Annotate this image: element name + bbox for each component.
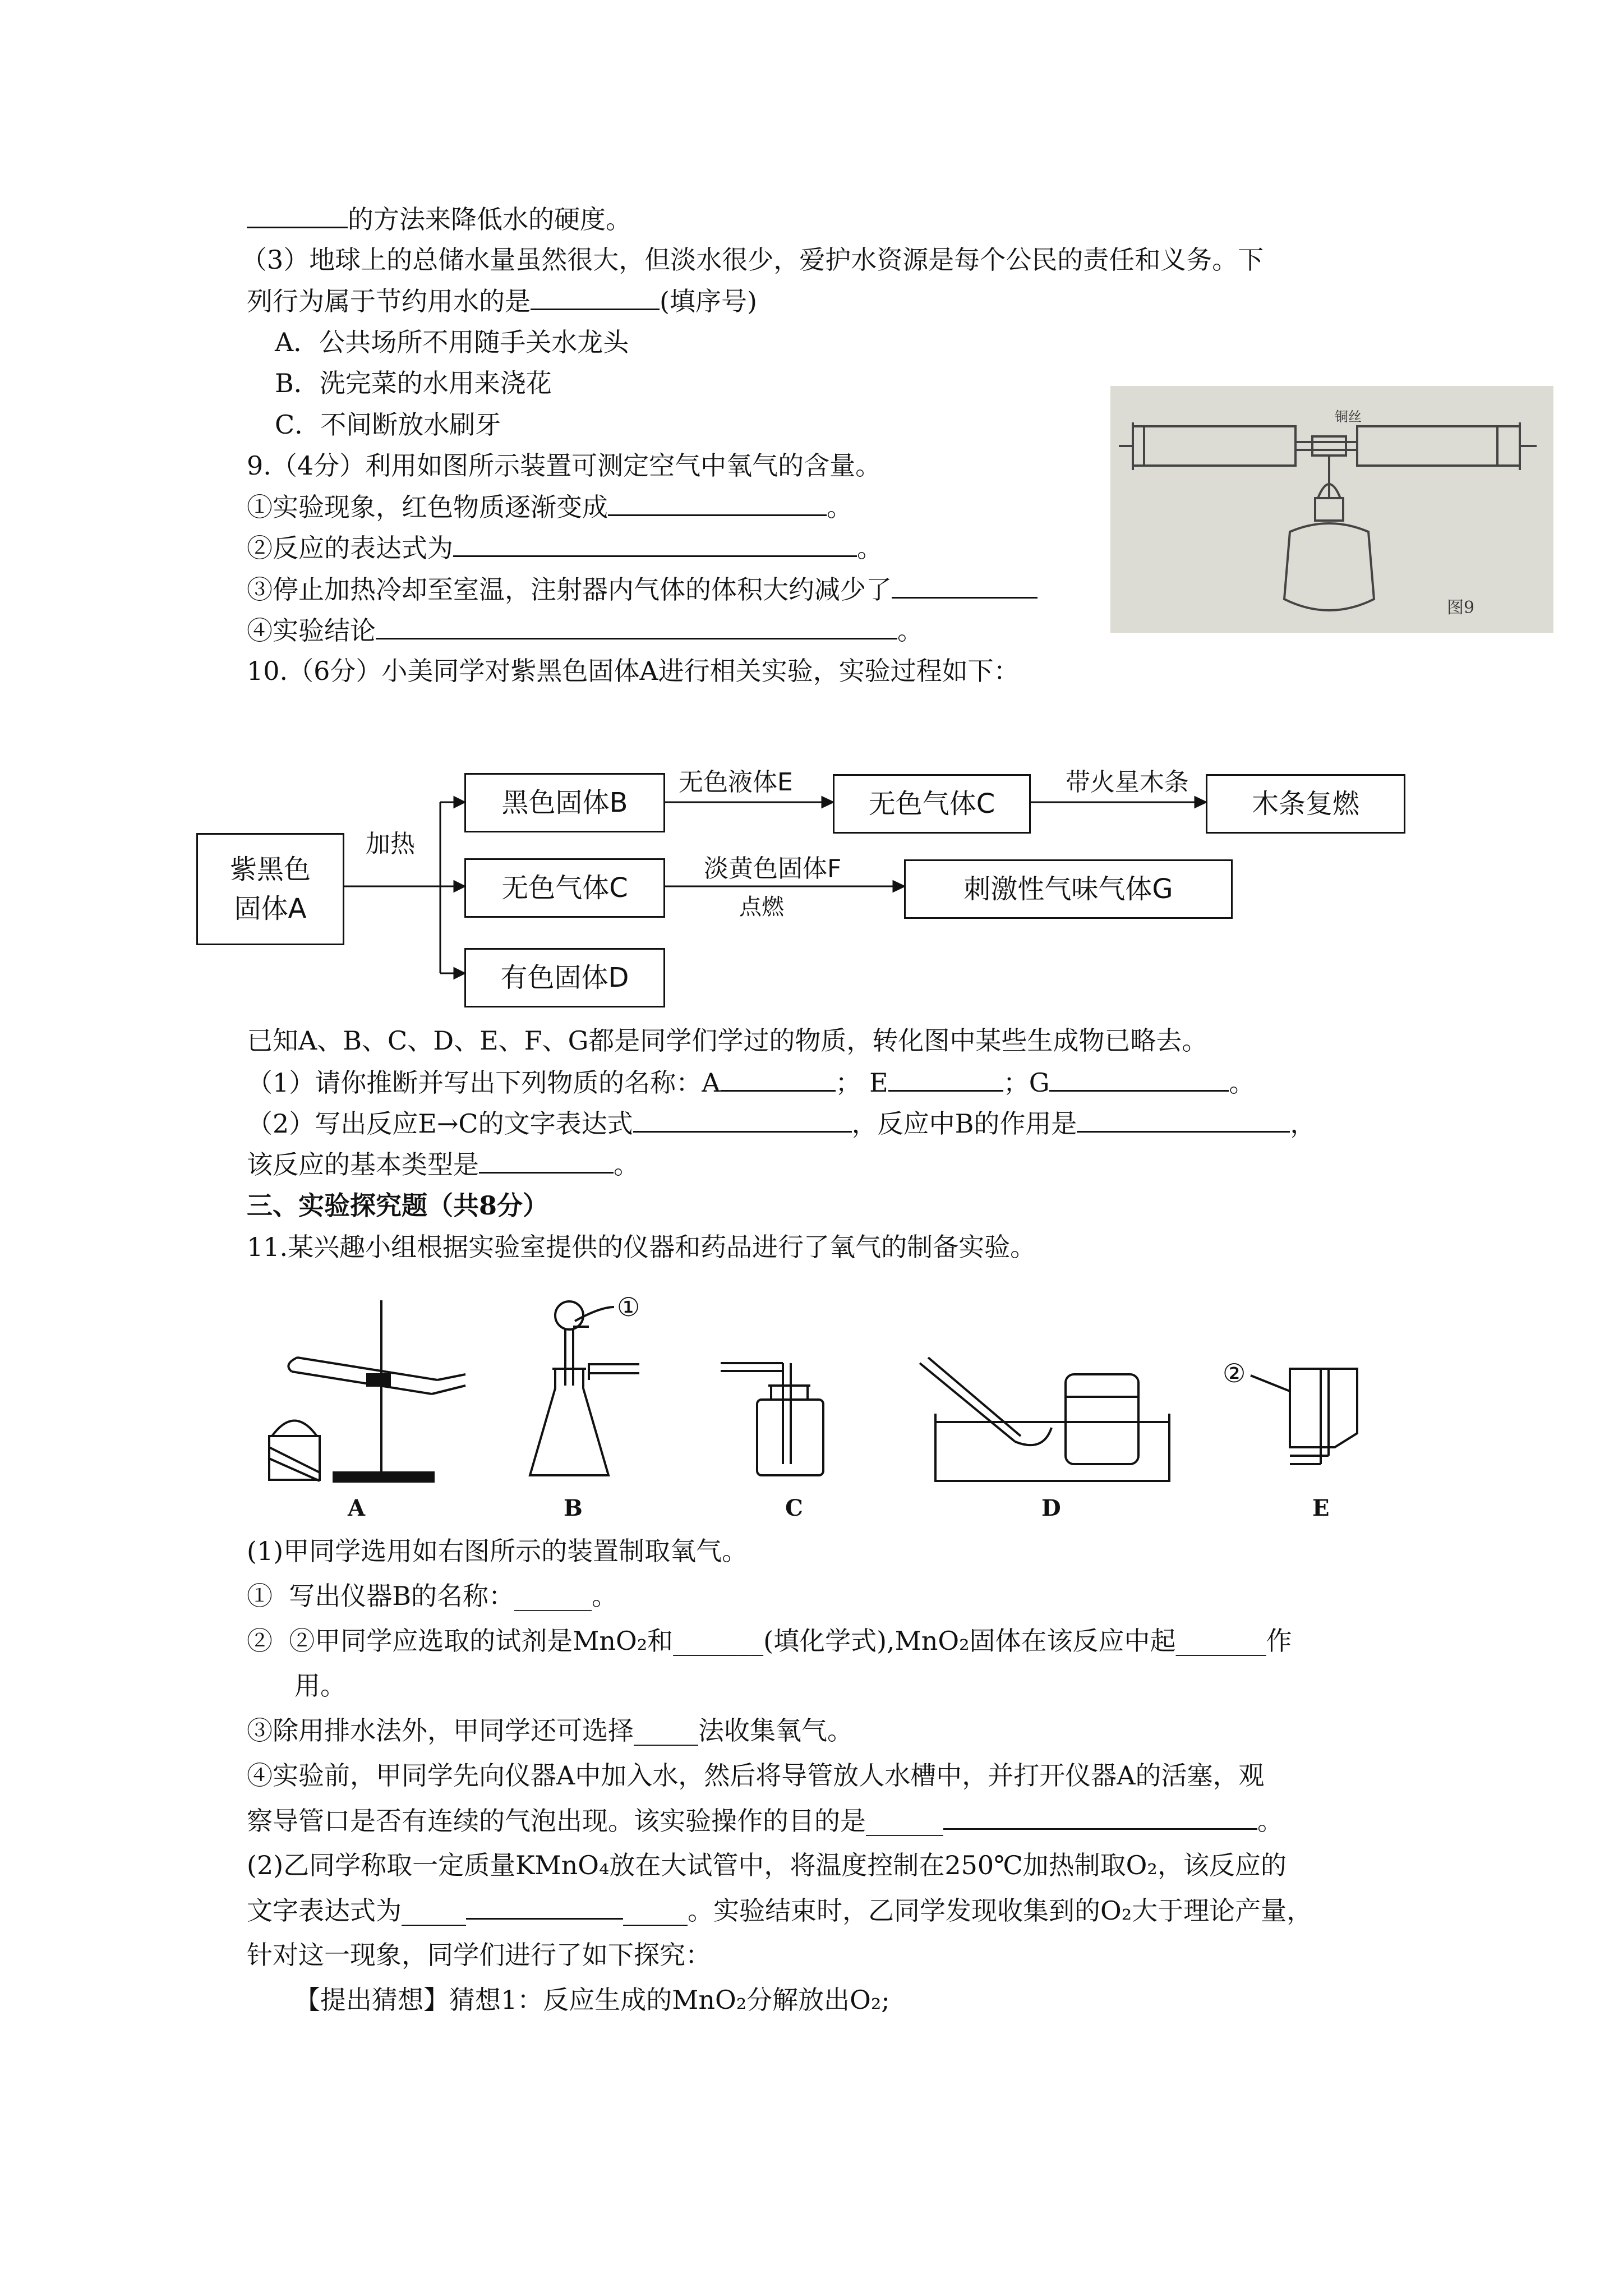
figure-9-label: 图9 xyxy=(1447,598,1475,618)
flow-box-g: 刺激性气味气体G xyxy=(904,859,1233,919)
q11-s1: (1)甲同学选用如右图所示的装置制取氧气。 xyxy=(247,1536,748,1566)
q10-part1: （1）请你推断并写出下列物质的名称：A ； E ；G 。 xyxy=(247,1065,1255,1099)
q11-hypothesis: 【提出猜想】猜想1：反应生成的MnO₂分解放出O₂; xyxy=(294,1985,890,2015)
q11-s2-cont: 文字表达式为_____ _____。实验结束时，乙同学发现收集到的O₂大于理论产量， xyxy=(247,1893,1312,1927)
apparatus-label-e: E xyxy=(1312,1495,1330,1521)
q11-s2-cont2: 针对这一现象，同学们进行了如下探究： xyxy=(247,1940,711,1970)
apparatus-label-b: B xyxy=(564,1495,583,1521)
q11-s1c: ③除用排水法外，甲同学还可选择_____法收集氧气。 xyxy=(247,1715,853,1746)
q8-option-c: C．不间断放水刷牙 xyxy=(275,409,501,440)
q8-tail-line: 的方法来降低水的硬度。 xyxy=(247,202,631,236)
flow-label-f: 淡黄色固体F xyxy=(704,854,842,883)
flow-box-d: 有色固体D xyxy=(464,948,665,1007)
q9-line2: ②反应的表达式为 。 xyxy=(247,531,883,565)
funnel-marker-1: ① xyxy=(617,1292,640,1322)
copper-wire-label: 铜丝 xyxy=(1335,409,1362,425)
q11-s2: (2)乙同学称取一定质量KMnO₄放在大试管中，将温度控制在250℃加热制取O₂，该反应的 xyxy=(247,1850,1287,1880)
flow-box-a: 紫黑色 固体A xyxy=(196,833,344,945)
q9-line3: ③停止加热冷却至室温，注射器内气体的体积大约减少了 xyxy=(247,572,1038,606)
q9-line1: ①实验现象，红色物质逐渐变成 。 xyxy=(247,490,852,524)
q10-part3: 该反应的基本类型是 。 xyxy=(247,1147,639,1181)
q9-line4: ④实验结论 。 xyxy=(247,613,923,647)
q8-option-b: B．洗完菜的水用来浇花 xyxy=(275,368,552,398)
section-3-title: 三、实验探究题（共8分） xyxy=(247,1190,549,1221)
q10-part2: （2）写出反应E→C的文字表达式 ，反应中B的作用是 ， xyxy=(247,1106,1316,1140)
flow-label-e: 无色液体E xyxy=(679,768,793,797)
bottle-marker-2: ② xyxy=(1223,1358,1246,1388)
q11-s1d: ④实验前，甲同学先向仪器A中加入水，然后将导管放人水槽中，并打开仪器A的活塞，观 xyxy=(247,1760,1265,1791)
q11-s1b: ② ②甲同学应选取的试剂是MnO₂和_______(填化学式),MnO₂固体在该反应中起_______作 xyxy=(247,1626,1292,1656)
q8-3-line1: （3）地球上的总储水量虽然很大，但淡水很少，爱护水资源是每个公民的责任和义务。下 xyxy=(241,245,1264,275)
q10-title: 10.（6分）小美同学对紫黑色固体A进行相关实验，实验过程如下： xyxy=(247,656,1020,686)
flow-box-c1: 无色气体C xyxy=(833,774,1031,834)
flow-label-heat: 加热 xyxy=(366,830,415,858)
q8-option-a: A．公共场所不用随手关水龙头 xyxy=(275,327,629,357)
apparatus-label-a: A xyxy=(348,1495,366,1521)
apparatus-label-d: D xyxy=(1041,1495,1061,1521)
flow-box-c2: 无色气体C xyxy=(464,858,665,918)
q11-s1a: ① 写出仪器B的名称：______。 xyxy=(247,1581,618,1611)
flow-label-wood: 带火星木条 xyxy=(1066,768,1189,797)
apparatus-label-c: C xyxy=(785,1495,803,1521)
q10-known: 已知A、B、C、D、E、F、G都是同学们学过的物质，转化图中某些生成物已略去。 xyxy=(247,1025,1208,1056)
q11-title: 11.某兴趣小组根据实验室提供的仪器和药品进行了氧气的制备实验。 xyxy=(247,1232,1036,1262)
answer-blank[interactable] xyxy=(943,1803,1257,1830)
flow-box-b: 黑色固体B xyxy=(464,773,665,832)
q11-s1b-cont: 用。 xyxy=(294,1671,346,1701)
flow-label-ignite: 点燃 xyxy=(739,894,784,920)
flow-box-result: 木条复燃 xyxy=(1206,774,1405,834)
q8-3-line2: 列行为属于节约用水的是 (填序号) xyxy=(247,284,757,318)
q9-title: 9.（4分）利用如图所示装置可测定空气中氧气的含量。 xyxy=(247,450,882,481)
q11-s1d-cont: 察导管口是否有连续的气泡出现。该实验操作的目的是______ 。 xyxy=(247,1803,1283,1838)
answer-blank[interactable] xyxy=(466,1893,623,1920)
